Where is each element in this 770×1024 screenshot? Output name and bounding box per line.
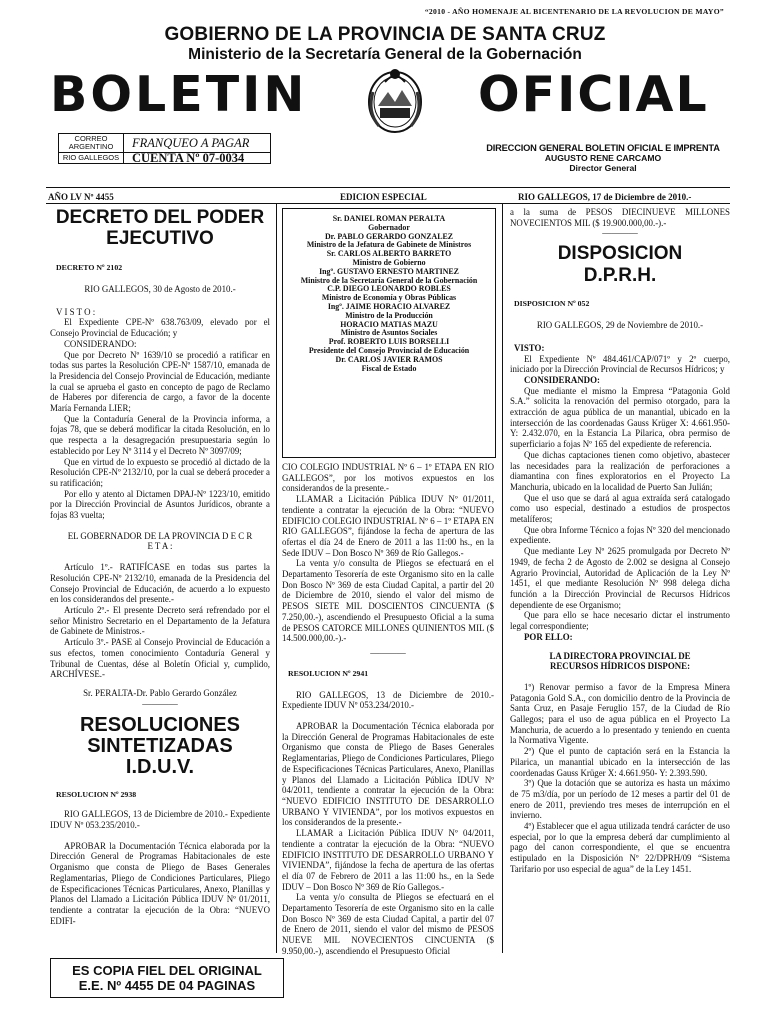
disposicion-paragraph: Que mediante Ley Nº 2625 promulgada por Decreto Nº 1949, de fecha 2 de Agosto de 2.002 se designa al Consejo Agrario Provincial, Autoridad de Aplicación de la Ley Nº 1451, el que mediante Resolución Nº 998 delega dicha función a la Dirección Provincial de Recursos Hídricos dependiente de ese Organismo; — [510, 546, 730, 610]
authority-role: Ministro de Asuntos Sociales — [340, 328, 438, 338]
disposicion-articulo: 2º) Que el punto de captación será en la Estancia la Pilarica, un manantial ubicado en la intersección de las coordenadas Gauss Krüger X: 4.661.950- Y: 2.393.590. — [510, 746, 730, 778]
decreto-paragraph: CONSIDERANDO: — [64, 338, 137, 349]
articulo: Artículo 3º.- PASE al Consejo Provincial de Educación a sus efectos, tomen conocimiento Contaduría General y Tribunal de Cuentas, dése al Boletín Oficial y, cumplido, ARCHÍVESE.- — [50, 637, 270, 680]
separator: ———— — [370, 647, 406, 658]
disposicion-paragraph: Que dichas captaciones tienen como objetivo, abastecer las necesidades para la realización de perforaciones a diamantina con fines exploratorios en el Proyecto La Manchuria, ubicado en la localidad de Puerto San Julián; — [510, 449, 730, 492]
correo-argentino-label: CORREO ARGENTINO — [59, 134, 124, 153]
decreto-paragraph: Que por Decreto Nº 1639/10 se procedió a ratificar en todas sus partes la Resolución CPE-Nº 1587/10, emanada de la Presidencia del Consejo Provincial de Educación, mediante la cual se aprueba el gasto en concepto de pago de Reclamo de Haberes por diferencia de cargo, a favor de la docente María Fernanda LIER; — [50, 349, 270, 414]
authority-role: Presidente del Consejo Provincial de Educación — [308, 345, 470, 355]
copy-line-2: E.E. Nº 4455 DE 04 PAGINAS — [78, 978, 256, 993]
resolucion-text: APROBAR la Documentación Técnica elaborada por la Dirección General de Programas Habitacionales de este Organismo que consta de Pliego de Bases Generales Reglamentarias, Pliego de Condiciones Particulares, Pliego de Especificaciones Técnicas Particulares, Anexo, Planillas y Planos del Llamado a Licitación Pública IDUV Nº 04/2011, tendiente a contratar la ejecución de la Obra: “NUEVO EDIFICIO INSTITUTO DE DESARROLLO URBANO Y VIVIENDA”, por los motivos expuestos en los considerandos de la presente.- — [282, 721, 494, 828]
government-title: GOBIERNO DE LA PROVINCIA DE SANTA CRUZ — [164, 24, 606, 45]
authority-name: Dr. CARLOS JAVIER RAMOS — [335, 354, 443, 364]
column-1 — [50, 205, 270, 926]
issue-number: AÑO LV Nº 4455 — [48, 192, 114, 202]
authority-role: Ministro de Economía y Obras Públicas — [321, 293, 457, 303]
pliegos-text: La venta y/o consulta de Pliegos se efectuará en el Departamento Tesorería de este Organismo sito en la calle Don Bosco Nº 369 de esta Ciudad Capital, a partir del 20 de Diciembre de 2010, siendo el valor del mismo de PESOS SIETE MIL DOSCIENTOS CINCUENTA ($ 7.250,00.-), ascendiendo el Presupuesto Oficial a la suma de PESOS CATORCE MILLONES QUINIENTOS MIL ($ 14.500.000,00.-).- — [282, 558, 494, 644]
directora-dispone: LA DIRECTORA PROVINCIAL DE RECURSOS HÍDRICOS DISPONE: — [549, 650, 691, 672]
decreto-paragraph: Que la Contaduría General de la Provincia informa, a fojas 78, que se deberá modificar la citada Resolución, en lo que respecta a la desagregación presupuestaria según lo establecido por Ley Nº 3114 y el Decreto Nº 3097/09; — [50, 413, 270, 456]
continuation-text: CIO COLEGIO INDUSTRIAL Nº 6 – 1º ETAPA EN RIO GALLEGOS”, por los motivos expuestos en los considerandos de la presente.- — [282, 462, 494, 494]
llamado-text: LLAMAR a Licitación Pública IDUV Nº 04/2011, tendiente a contratar la ejecución de la Obra: “NUEVO EDIFICIO INSTITUTO DE DESARROLLO URBANO Y VIVIENDA”, fijándose la fecha de apertura de las ofertas el día 07 de Febrero de 2011 a las 11:00 hs., en la Sede IDUV – Don Bosco Nº 369 de Río Gallegos.- — [282, 828, 494, 892]
visto-label: V I S T O : — [56, 306, 96, 317]
bicentenario-slogan: “2010 - AÑO HOMENAJE AL BICENTENARIO DE LA REVOLUCION DE MAYO” — [424, 7, 724, 16]
separator: ———— — [142, 698, 178, 709]
direction-name: DIRECCION GENERAL BOLETIN OFICIAL E IMPRENTA — [486, 143, 720, 153]
authority-name: HORACIO MATIAS MAZU — [340, 319, 438, 329]
resolucion-number: RESOLUCION Nº 2941 — [288, 668, 369, 678]
authority-role: Ministro de la Producción — [345, 310, 433, 320]
authority-role: Fiscal de Estado — [361, 363, 417, 373]
edition-label: EDICION ESPECIAL — [340, 192, 427, 202]
authority-name: Sr. DANIEL ROMAN PERALTA — [332, 214, 446, 223]
disposicion-paragraph: POR ELLO: — [524, 631, 573, 642]
direction-block — [468, 143, 738, 173]
resoluciones-section-title: RESOLUCIONES SINTETIZADAS I.D.U.V. — [79, 714, 241, 779]
column-2 — [282, 462, 494, 957]
disposicion-number: DISPOSICION Nº 052 — [514, 299, 590, 309]
issue-date: RIO GALLEGOS, 17 de Diciembre de 2010.- — [518, 192, 692, 202]
masthead-boletin: BOLETIN — [50, 66, 308, 123]
articulo: Artículo 1º.- RATIFÍCASE en todas sus partes la Resolución CPE-Nº 2132/10, emanada de la Presidencia del Consejo Provincial de Educación, de acuerdo a lo expuesto en los considerandos del presente.- — [50, 562, 270, 605]
decreto-date: RIO GALLEGOS, 30 de Agosto de 2010.- — [84, 284, 236, 294]
postage-box — [58, 133, 271, 164]
decreto-signature: Sr. PERALTA-Dr. Pablo Gerardo González — [83, 687, 237, 698]
ministry-title: Ministerio de la Secretaría General de la Gobernación — [188, 46, 582, 63]
decreto-paragraph: Que en virtud de lo expuesto se procedió al dictado de la Resolución CPE-Nº 2132/10, por la cual se deberá proceder a su ratificación; — [50, 456, 270, 488]
franqueo-label: FRANQUEO A PAGAR — [124, 134, 271, 153]
authority-name: Sr. CARLOS ALBERTO BARRETO — [326, 249, 452, 259]
disposicion-articulo: 1º) Renovar permiso a favor de la Empresa Minera Patagonia Gold S.A., con domicilio dentro de la Provincia de Santa Cruz, en Pasaje Feruglio 157, de la Ciudad de Río Gallegos; para el uso de agua pública en el Proyecto La Manchuria, de acuerdo a lo presentado y teniendo en cuenta la Normativa Vigente. — [510, 681, 730, 746]
disposicion-paragraph: Que para ello se hace necesario dictar el instrumento legal correspondiente; — [510, 610, 730, 632]
disposicion-articulo: 4º) Establecer que el agua utilizada tendrá carácter de uso especial, por lo que la empresa deberá dar cumplimiento al pago del canon correspondiente, el que se encuentra estipulado en la Disposición Nº 22/DPRH/09 “Sistema Tarifario por uso especial de agua” de la Ley 1451. — [510, 821, 730, 874]
copy-line-1: ES COPIA FIEL DEL ORIGINAL — [72, 963, 262, 978]
disposicion-paragraph: Que mediante el mismo la Empresa “Patagonia Gold S.A.” solicita la renovación del permiso otorgado, para la extracción de agua pública de un manantial, ubicado en la intersección de las coordenadas Gauss Krüger X: 4.661.950- Y: 2.432.070, en la Estancia La Pilarica, obra permiso de superficiario a fojas Nº 165 del expediente de referencia. — [510, 385, 730, 450]
rio-gallegos-label: RIO GALLEGOS — [59, 153, 124, 164]
authority-role: Ministro de la Secretaría General de la Gobernación — [300, 275, 478, 285]
authority-name: Ingº. GUSTAVO ERNESTO MARTINEZ — [319, 266, 459, 276]
authority-name: C.P. DIEGO LEONARDO ROBLES — [327, 284, 451, 294]
authority-name: Ingº. JAIME HORACIO ALVAREZ — [327, 301, 451, 311]
resolucion-date: RIO GALLEGOS, 13 de Diciembre de 2010.- Expediente IDUV Nº 053.235/2010.- — [50, 809, 270, 831]
disposicion-paragraph: CONSIDERANDO: — [524, 374, 600, 385]
authority-role: Ministro de la Jefatura de Gabinete de Ministros — [306, 240, 472, 250]
authority-role: Gobernador — [368, 222, 410, 232]
gobernador-decreta: EL GOBERNADOR DE LA PROVINCIA D E C R E T A : — [67, 530, 253, 552]
column-3 — [510, 207, 730, 875]
resolucion-number: RESOLUCION Nº 2938 — [56, 790, 137, 800]
separator: ———— — [602, 228, 638, 239]
decreto-paragraph: El Expediente CPE-Nº 638.763/09, elevado por el Consejo Provincial de Educación; y — [50, 317, 270, 339]
director-name: AUGUSTO RENE CARCAMO — [544, 153, 662, 163]
disposicion-paragraph: Que el uso que se dará al agua extraída será catalogado como uso especial, destinado a estudios de prospectos metalíferos; — [510, 492, 730, 525]
header-rule — [46, 187, 730, 188]
authorities-box — [282, 208, 496, 458]
disposicion-paragraph: Que obra Informe Técnico a fojas Nº 320 del mencionado expediente. — [510, 524, 730, 546]
disposicion-date: RIO GALLEGOS, 29 de Noviembre de 2010.- — [536, 320, 704, 331]
decreto-paragraph: Por ello y atento al Dictamen DPAJ-Nº 1223/10, emitido por la Dirección Provincial de Asuntos Jurídicos, obrante a fojas 83 vuelta; — [50, 488, 270, 521]
authority-name: Prof. ROBERTO LUIS BORSELLI — [328, 337, 450, 347]
decreto-section-title: DECRETO DEL PODER EJECUTIVO — [55, 207, 265, 249]
continuation-text: a la suma de PESOS DIECINUEVE MILLONES NOVECIENTOS MIL ($ 19.900.000,00.-).- — [510, 207, 730, 228]
articulo: Artículo 2º.- El presente Decreto será refrendado por el señor Ministro Secretario en el Departamento de la Jefatura de Gabinete de Ministros.- — [50, 604, 270, 637]
column-divider — [502, 203, 503, 953]
disposicion-articulo: 3º) Que la dotación que se autoriza es hasta un máximo de 75 m3/día, por un período de 12 meses a partir del 01 de enero de 2011, previendo tres meses de interrupción en el invierno. — [510, 778, 730, 821]
authorities-list — [283, 209, 495, 373]
authority-name: Dr. PABLO GERARDO GONZALEZ — [324, 231, 454, 241]
cuenta-label: CUENTA Nº 07-0034 — [124, 153, 271, 164]
director-title: Director General — [569, 163, 637, 173]
pliegos-text: La venta y/o consulta de Pliegos se efectuará en el Departamento Tesorería de este Organismo sito en la calle Don Bosco Nº 369 de esta Ciudad Capital, a partir del 07 de Enero de 2011, siendo el valor del mismo de PESOS NUEVE MIL NOVECIENTOS CINCUENTA ($ 9.950,00.-), ascendiendo el Presupuesto Oficial — [282, 892, 494, 956]
disposicion-section-title: DISPOSICION D.P.R.H. — [557, 243, 683, 287]
visto-label: VISTO: — [514, 342, 545, 353]
province-seal-icon — [363, 62, 427, 134]
resolucion-date: RIO GALLEGOS, 13 de Diciembre de 2010.- Expediente IDUV Nº 053.234/2010.- — [282, 689, 494, 711]
disposicion-paragraph: El Expediente Nº 484.461/CAP/071º y 2º cuerpo, iniciado por la Dirección Provincial de Recursos Hídricos; y — [510, 353, 730, 375]
decreto-number: DECRETO Nº 2102 — [56, 263, 123, 272]
info-rule — [46, 203, 730, 204]
llamado-text: LLAMAR a Licitación Pública IDUV Nº 01/2011, tendiente a contratar la ejecución de la Obra: “NUEVO EDIFICIO COLEGIO INDUSTRIAL Nº 6 – 1º ETAPA EN RIO GALLEGOS”, fijándose la fecha de apertura de las ofertas el día 24 de Enero de 2011 a las 11:00 hs., en la Sede IDUV – Don Bosco Nº 369 de Río Gallegos.- — [282, 494, 494, 558]
authority-role: Ministro de Gobierno — [352, 257, 426, 267]
resolucion-text: APROBAR la Documentación Técnica elaborada por la Dirección General de Programas Habitacionales de este Organismo que consta de Pliego de Bases Generales Reglamentarias, Pliego de Condiciones Particulares, Pliego de Especificaciones Técnicas Particulares, Anexo, Planillas y Planos del Llamado a Licitación Pública IDUV Nº 01/2011, tendiente a contratar la ejecución de la Obra: “NUEVO EDIFI- — [50, 840, 270, 926]
copy-certification-box — [50, 958, 284, 998]
masthead-oficial: OFICIAL — [478, 66, 709, 123]
column-divider — [276, 203, 277, 953]
